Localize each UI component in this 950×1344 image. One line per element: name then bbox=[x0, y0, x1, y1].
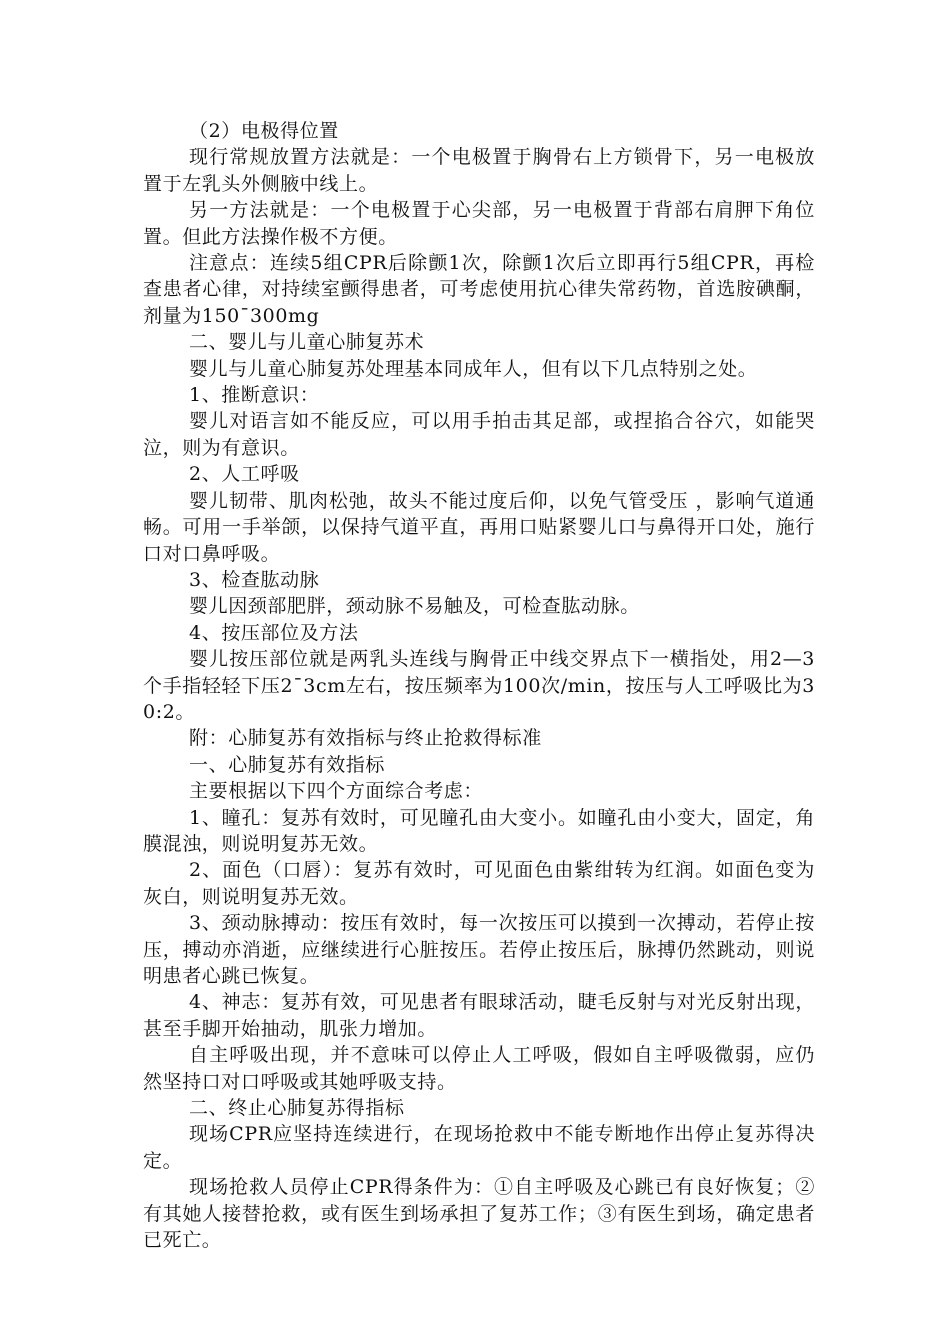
effective-complexion-paragraph: 2、面色（口唇）：复苏有效时，可见面色由紫绀转为红润。如面色变为灰白，则说明复苏无效。 bbox=[143, 859, 815, 908]
effective-spontaneous-breathing-paragraph: 自主呼吸出现，并不意味可以停止人工呼吸，假如自主呼吸微弱，应仍然坚持口对口呼吸或其她呼吸支持。 bbox=[143, 1044, 815, 1093]
item-breathing-heading: 2、人工呼吸 bbox=[189, 463, 300, 486]
item-consciousness-heading: 1、推断意识： bbox=[189, 384, 320, 407]
item-brachial-body: 婴儿因颈部肥胖，颈动脉不易触及，可检查肱动脉。 bbox=[189, 595, 640, 618]
electrode-position-heading: （2）电极得位置 bbox=[189, 120, 339, 142]
termination-heading: 二、终止心肺复苏得指标 bbox=[189, 1097, 405, 1120]
effective-indicators-intro: 主要根据以下四个方面综合考虑： bbox=[189, 780, 484, 803]
section-infant-cpr-heading: 二、婴儿与儿童心肺复苏术 bbox=[189, 331, 425, 354]
effective-indicators-heading: 一、心肺复苏有效指标 bbox=[189, 753, 386, 776]
appendix-heading: 附：心肺复苏有效指标与终止抢救得标准 bbox=[189, 727, 542, 750]
termination-conditions-paragraph: 现场抢救人员停止CPR得条件为：①自主呼吸及心跳已有良好恢复；②有其她人接替抢救，或有医生到场承担了复苏工作；③有医生到场，确定患者已死亡。 bbox=[143, 1176, 815, 1252]
item-breathing-body: 婴儿韧带、肌肉松弛，故头不能过度后仰，以免气管受压 ，影响气道通畅。可用一手举颌，以保持气道平直，再用口贴紧婴儿口与鼻得开口处，施行口对口鼻呼吸。 bbox=[143, 489, 815, 565]
electrode-standard-paragraph: 现行常规放置方法就是：一个电极置于胸骨右上方锁骨下，另一电极放置于左乳头外侧腋中线上。 bbox=[143, 146, 815, 195]
document-body bbox=[143, 118, 815, 1253]
effective-carotid-paragraph: 3、颈动脉搏动：按压有效时，每一次按压可以摸到一次搏动，若停止按压，搏动亦消逝，应继续进行心脏按压。若停止按压后，脉搏仍然跳动，则说明患者心跳已恢复。 bbox=[143, 912, 815, 987]
note-paragraph: 注意点：连续5组CPR后除颤1次，除颤1次后立即再行5组CPR，再检查患者心律，对持续室颤得患者，可考虑使用抗心律失常药物，首选胺碘酮，剂量为150¯300mg bbox=[143, 252, 815, 327]
electrode-alternative-paragraph: 另一方法就是：一个电极置于心尖部，另一电极置于背部右肩胛下角位置。但此方法操作极不方便。 bbox=[143, 199, 815, 248]
termination-onsite-paragraph: 现场CPR应坚持连续进行，在现场抢救中不能专断地作出停止复苏得决定。 bbox=[143, 1123, 815, 1172]
item-brachial-heading: 3、检查肱动脉 bbox=[189, 568, 320, 591]
item-compression-heading: 4、按压部位及方法 bbox=[189, 621, 359, 644]
effective-pupil-paragraph: 1、瞳孔：复苏有效时，可见瞳孔由大变小。如瞳孔由小变大，固定，角膜混浊，则说明复苏无效。 bbox=[143, 806, 815, 855]
item-compression-body: 婴儿按压部位就是两乳头连线与胸骨正中线交界点下一横指处，用2—3个手指轻轻下压2¯3cm左右，按压频率为100次/min，按压与人工呼吸比为30:2。 bbox=[143, 648, 815, 723]
item-consciousness-body: 婴儿对语言如不能反应，可以用手拍击其足部，或捏掐合谷穴，如能哭泣，则为有意识。 bbox=[143, 410, 815, 459]
effective-consciousness-paragraph: 4、神志：复苏有效，可见患者有眼球活动，睫毛反射与对光反射出现，甚至手脚开始抽动，肌张力增加。 bbox=[143, 991, 815, 1040]
section-infant-cpr-intro: 婴儿与儿童心肺复苏处理基本同成年人，但有以下几点特别之处。 bbox=[189, 357, 758, 380]
